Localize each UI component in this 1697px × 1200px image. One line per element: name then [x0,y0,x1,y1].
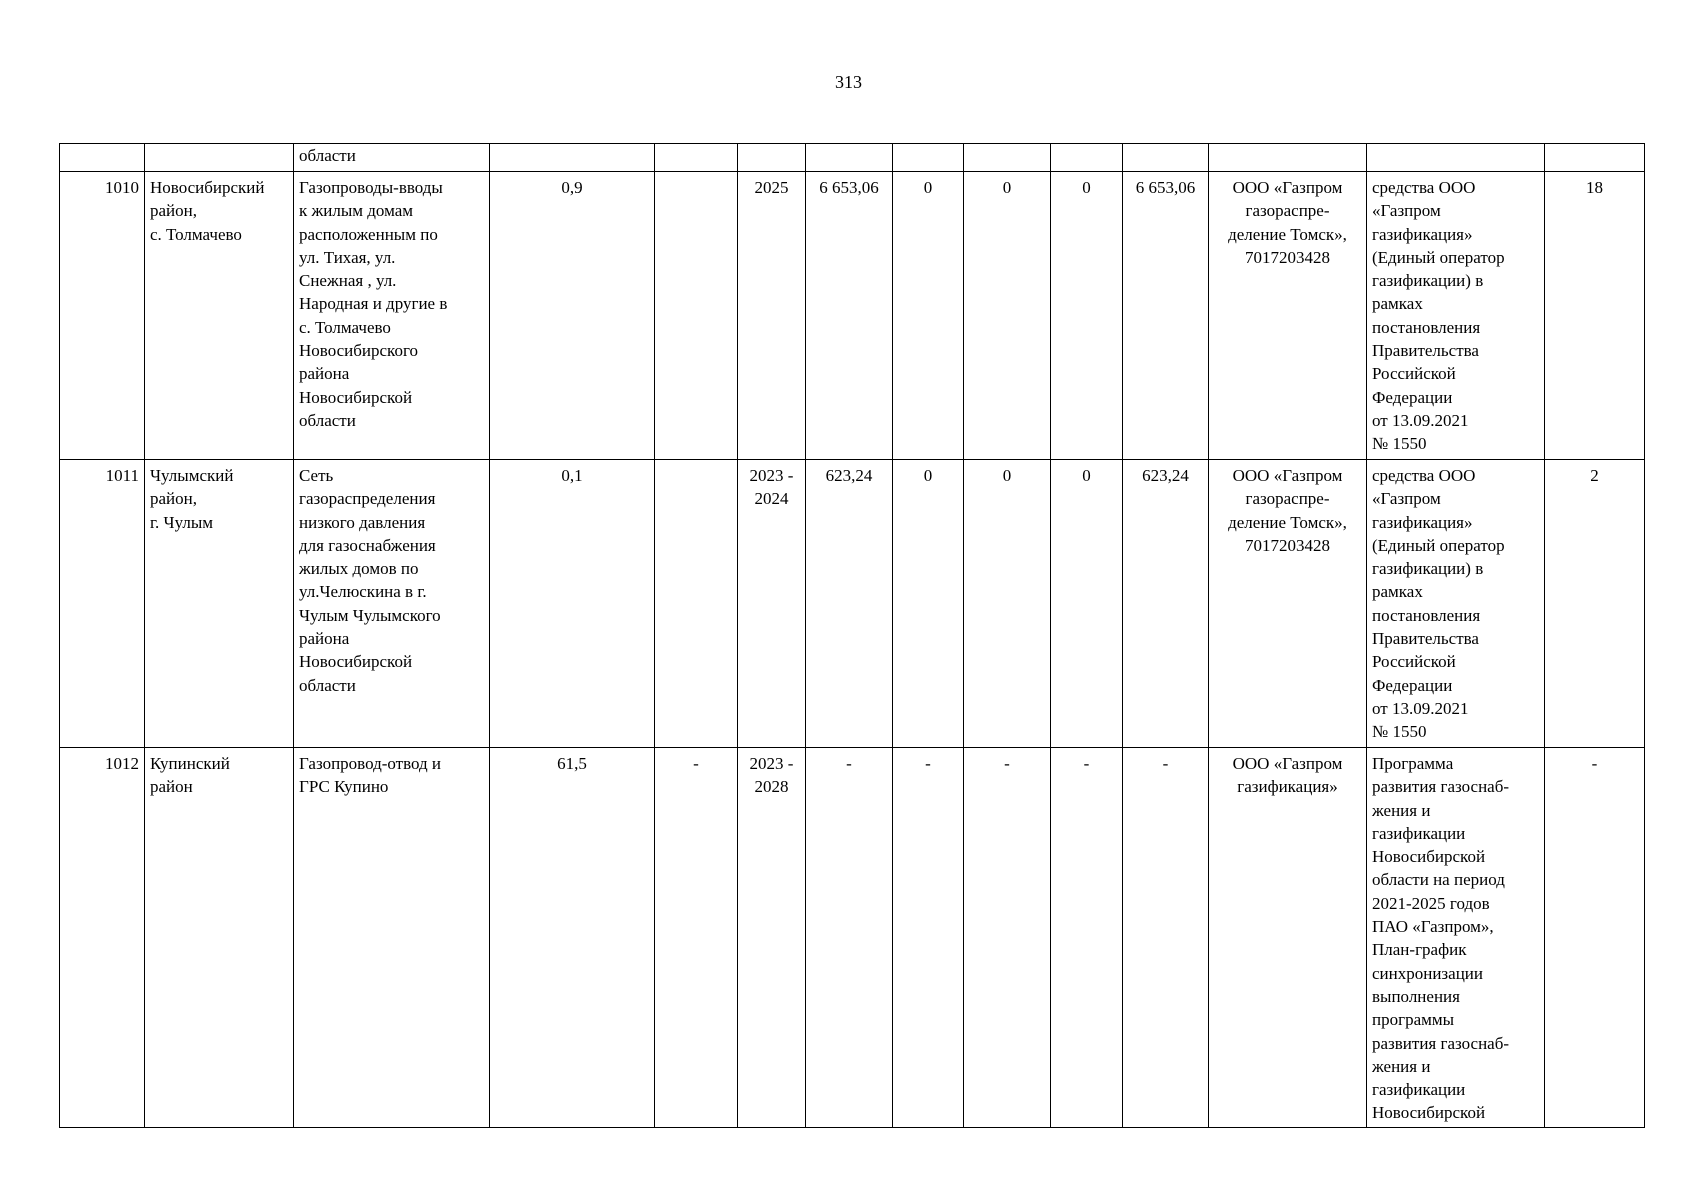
cell-period: 2023 - 2024 [738,460,806,748]
cell-capacity [655,460,738,748]
cell-length [490,144,655,172]
cell-executor: ООО «Газпром газораспре- деление Томск», 7017203428 [1209,172,1367,460]
cell-source [1367,144,1545,172]
cell-object: Сеть газораспределения низкого давления для газоснабжения жилых домов по ул.Челюскина в г. Чулым Чулымского района Новосибирской области [294,460,490,748]
cell-total [806,144,893,172]
cell-period: 2025 [738,172,806,460]
cell-executor [1209,144,1367,172]
cell-local-budget: - [1051,748,1123,1128]
cell-local-budget: 0 [1051,460,1123,748]
cell-fed-budget: - [893,748,964,1128]
cell-count: 18 [1545,172,1645,460]
cell-executor: ООО «Газпром газораспре- деление Томск», 7017203428 [1209,460,1367,748]
cell-object: области [294,144,490,172]
cell-total: - [806,748,893,1128]
cell-num: 1012 [60,748,145,1128]
continuation-row [60,144,1645,172]
cell-count: - [1545,748,1645,1128]
cell-local-budget: 0 [1051,172,1123,460]
cell-reg-budget [964,144,1051,172]
cell-length: 0,1 [490,460,655,748]
cell-extra-budget: - [1123,748,1209,1128]
cell-num: 1011 [60,460,145,748]
cell-total: 6 653,06 [806,172,893,460]
cell-period [738,144,806,172]
gasification-table [59,143,1645,1128]
cell-count: 2 [1545,460,1645,748]
cell-reg-budget: - [964,748,1051,1128]
cell-num [60,144,145,172]
cell-executor: ООО «Газпром газификация» [1209,748,1367,1128]
cell-length: 61,5 [490,748,655,1128]
cell-source: Программа развития газоснаб- жения и газификации Новосибирской области на период 2021-2025 годов ПАО «Газпром», План-график синхронизации выполнения программы развития газоснаб- жения и газификации Новосибирской [1367,748,1545,1128]
cell-location: Купинский район [145,748,294,1128]
cell-object: Газопроводы-вводы к жилым домам расположенным по ул. Тихая, ул. Снежная , ул. Народная и другие в с. Толмачево Новосибирского района Новосибирской области [294,172,490,460]
cell-fed-budget [893,144,964,172]
cell-source: средства ООО «Газпром газификация» (Единый оператор газификации) в рамках постановления Правительства Российской Федерации от 13.09.2021 № 1550 [1367,460,1545,748]
cell-location: Новосибирский район, с. Толмачево [145,172,294,460]
cell-length: 0,9 [490,172,655,460]
cell-reg-budget: 0 [964,172,1051,460]
cell-num: 1010 [60,172,145,460]
cell-capacity [655,172,738,460]
cell-fed-budget: 0 [893,172,964,460]
page-number: 313 [835,72,862,92]
cell-capacity [655,144,738,172]
table-row [60,460,1645,748]
table-row [60,172,1645,460]
cell-capacity: - [655,748,738,1128]
cell-local-budget [1051,144,1123,172]
cell-extra-budget [1123,144,1209,172]
cell-extra-budget: 6 653,06 [1123,172,1209,460]
cell-fed-budget: 0 [893,460,964,748]
cell-source: средства ООО «Газпром газификация» (Единый оператор газификации) в рамках постановления Правительства Российской Федерации от 13.09.2021 № 1550 [1367,172,1545,460]
cell-reg-budget: 0 [964,460,1051,748]
cell-period: 2023 - 2028 [738,748,806,1128]
cell-location [145,144,294,172]
cell-location: Чулымский район, г. Чулым [145,460,294,748]
cell-count [1545,144,1645,172]
cell-total: 623,24 [806,460,893,748]
cell-extra-budget: 623,24 [1123,460,1209,748]
cell-object: Газопровод-отвод и ГРС Купино [294,748,490,1128]
table-row [60,748,1645,1128]
